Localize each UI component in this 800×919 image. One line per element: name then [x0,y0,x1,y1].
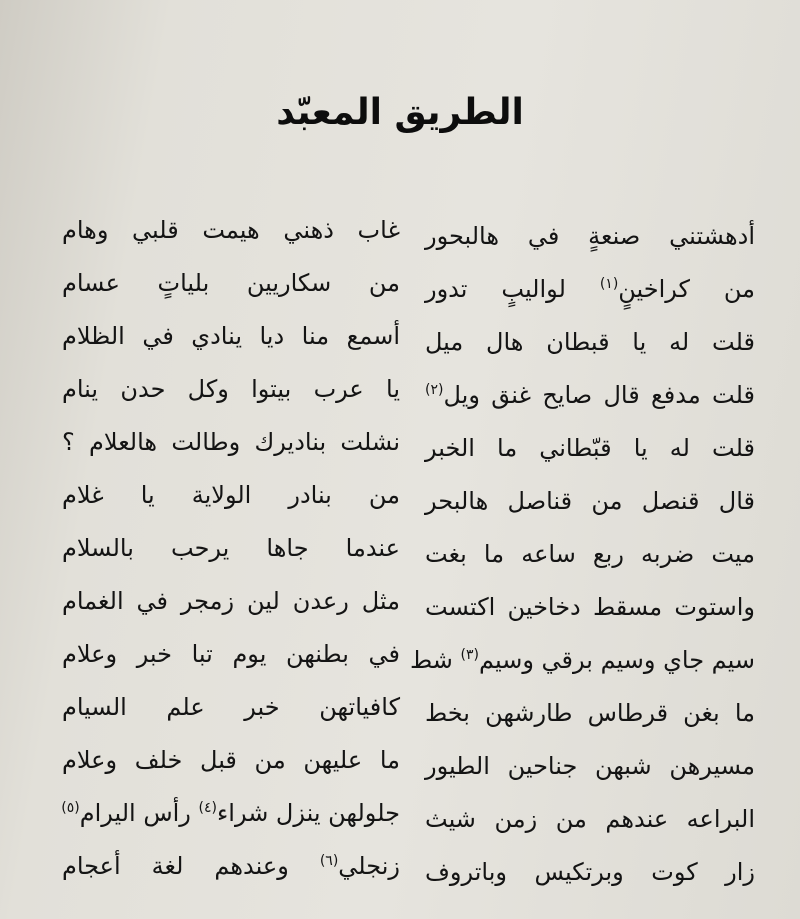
verse-line [425,328,755,381]
verse-line [62,269,400,322]
verse-text: مثل رعدن لين زمجر في الغمام [62,587,400,615]
verse-text-tail: رأس اليرام [79,799,199,827]
verse-text: مسيرهن شبهن جناحين الطيور [425,752,755,780]
verse-text-tail: وعندهم لغة أعجام [62,852,320,880]
verse-line [62,693,400,746]
footnote-marker: (١) [599,276,619,292]
verse-text: أدهشتني صنعةٍ في هالبحور [425,222,755,250]
footnote-marker: (٣) [460,647,479,663]
verse-line [410,646,755,699]
verse-text-tail: شط [410,646,461,674]
verse-text: ما بغن قرطاس طارشهن بخط [425,699,755,727]
verse-line [425,381,755,434]
verse-line [425,487,755,540]
verse-text: قلت مدفع قال صايح غنق ويل [443,381,755,409]
verse-line [62,587,400,640]
verse-text: زار كوت وبرتكيس وباتروف [425,858,755,886]
verse-text: زنجلي [338,852,400,880]
verse-line [62,481,400,534]
verse-text: في بطنهن يوم تبا خبر وعلام [62,640,400,668]
verse-line [62,216,400,269]
poem-title: الطريق المعبّد [276,92,524,133]
verse-text: واستوت مسقط دخاخين اكتست [425,593,755,621]
verse-text: جلولهن ينزل شراء [217,799,400,827]
verse-text: من سكاريين بلياتٍ عسام [62,269,400,297]
verse-line [62,640,400,693]
verse-line [425,752,755,805]
verse-text-tail: لواليبٍ تدور [425,275,600,303]
verse-line [62,852,400,905]
verse-line [62,799,400,852]
verse-line [425,805,755,858]
verse-text: البراعه عندهم من زمن شيث [425,805,755,833]
footnote-marker: (٦) [319,853,339,869]
verse-text: قلت له يا قبّطاني ما الخبر [425,434,755,462]
verse-text: أسمع منا ديا ينادي في الظلام [62,322,400,350]
verse-line [425,593,755,646]
verse-line [62,534,400,587]
footnote-marker: (٤) [198,800,217,816]
verse-text: غاب ذهني هيمت قلبي وهام [62,216,400,244]
verse-text: ما عليهن من قبل خلف وعلام [62,746,400,774]
left-verse-column [62,216,400,905]
footnote-marker: (٥) [61,800,80,816]
verse-line [425,275,755,328]
verse-line [425,540,755,593]
verse-text: من بنادر الولاية يا غلام [62,481,400,509]
verse-line [425,858,755,911]
verse-text: من كراخينٍ [618,275,756,303]
verse-text: عندما جاها يرحب بالسلام [62,534,400,562]
verse-line [425,434,755,487]
verse-line [62,375,400,428]
verse-text: كافياتهن خبر علم السيام [62,693,400,721]
verse-text: نشلت بناديرك وطالت هالعلام ؟ [62,428,400,456]
verse-line [62,428,400,481]
verse-line [62,746,400,799]
right-verse-column [410,222,756,911]
verse-line [425,222,755,275]
verse-text: يا عرب بيتوا وكل حدن ينام [62,375,400,403]
verse-text: قلت له يا قبطان هال ميل [425,328,755,356]
footnote-marker: (٢) [425,382,444,398]
verse-text: قال قنصل من قناصل هالبحر [425,487,755,515]
verse-text: ميت ضربه ربع ساعه ما بغت [425,540,755,568]
verse-line [62,322,400,375]
verse-text: سيم جاي وسيم برقي وسيم [479,646,755,674]
verse-line [425,699,755,752]
